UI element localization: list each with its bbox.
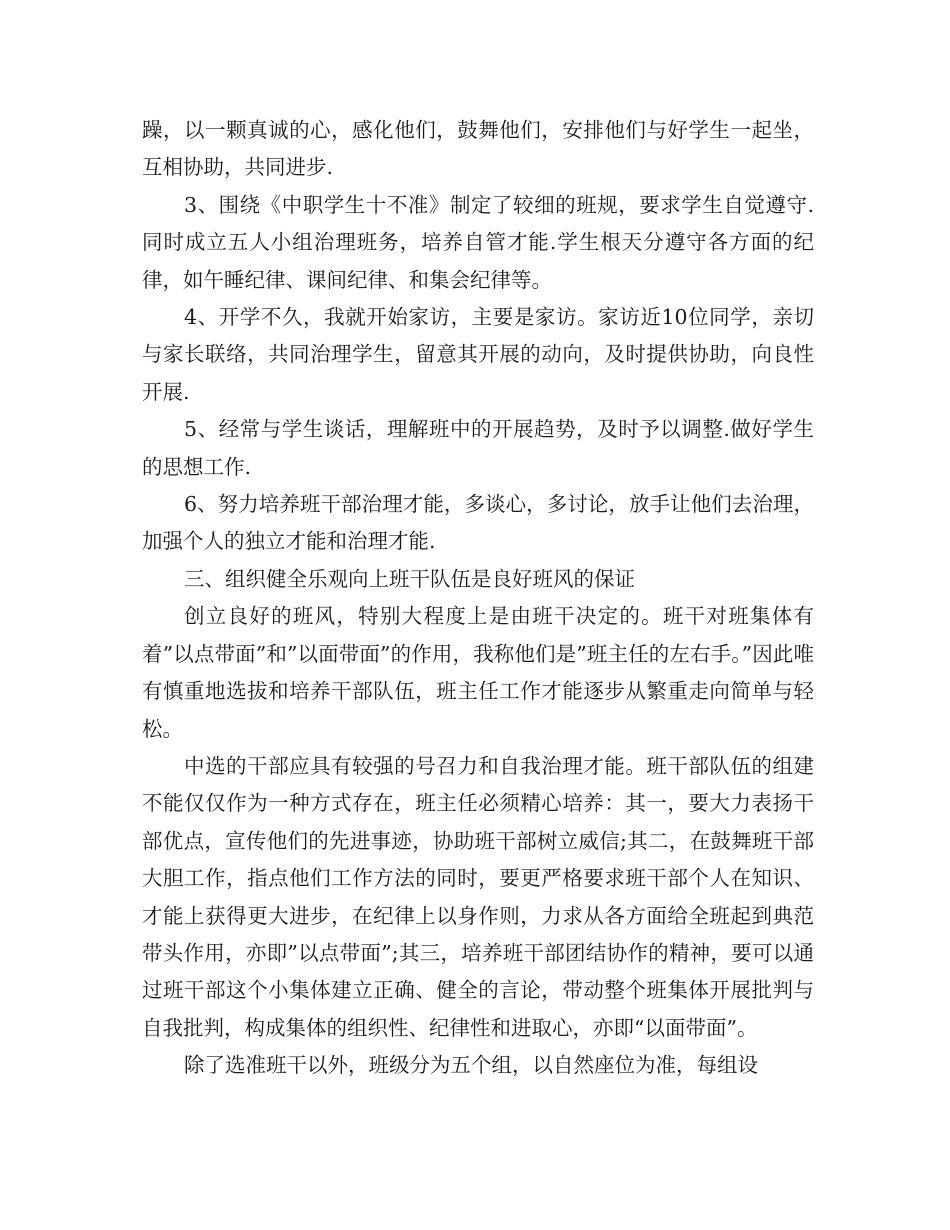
- section-heading: 三、组织健全乐观向上班干队伍是良好班风的保证: [184, 566, 635, 591]
- paragraph-6: 创立良好的班风，特别大程度上是由班干决定的。班干对班集体有着”以点带面”和”以面带面”的作用，我称他们是”班主任的左右手。”因此唯有慎重地选拔和培养干部队伍，班主任工作才能逐步从繁重走向简单与轻松。: [142, 604, 814, 741]
- paragraph-5: 6、努力培养班干部治理才能，多谈心，多讨论，放手让他们去治理，加强个人的独立才能和治理才能.: [142, 492, 814, 554]
- paragraph-2: 3、围绕《中职学生十不准》制定了较细的班规，要求学生自觉遵守.同时成立五人小组治理班务，培养自管才能.学生根天分遵守各方面的纪律，如午睡纪律、课间纪律、和集会纪律等。: [142, 192, 814, 292]
- paragraph-4: 5、经常与学生谈话，理解班中的开展趋势，及时予以调整.做好学生的思想工作.: [142, 417, 814, 479]
- paragraph-3: 4、开学不久，我就开始家访，主要是家访。家访近10位同学，亲切与家长联络，共同治理学生，留意其开展的动向，及时提供协助，向良性开展.: [142, 305, 814, 404]
- paragraph-1: 躁，以一颗真诚的心，感化他们，鼓舞他们，安排他们与好学生一起坐，互相协助，共同进步.: [142, 118, 814, 180]
- document-body: [142, 112, 814, 1085]
- paragraph-8: 除了选准班干以外，班级分为五个组，以自然座位为准，每组设: [184, 1053, 758, 1078]
- paragraph-7: 中选的干部应具有较强的号召力和自我治理才能。班干部队伍的组建不能仅仅作为一种方式存在，班主任必须精心培养：其一，要大力表扬干部优点，宣传他们的先进事迹，协助班干部树立威信;其二，在鼓舞班干部大胆工作，指点他们工作方法的同时，要更严格要求班干部个人在知识、才能上获得更大进步，在纪律上以身作则，力求从各方面给全班起到典范带头作用，亦即”以点带面”;其三，培养班干部团结协作的精神，要可以通过班干部这个小集体建立正确、健全的言论，带动整个班集体开展批判与自我批判，构成集体的组织性、纪律性和进取心，亦即“以面带面”。: [142, 753, 814, 1040]
